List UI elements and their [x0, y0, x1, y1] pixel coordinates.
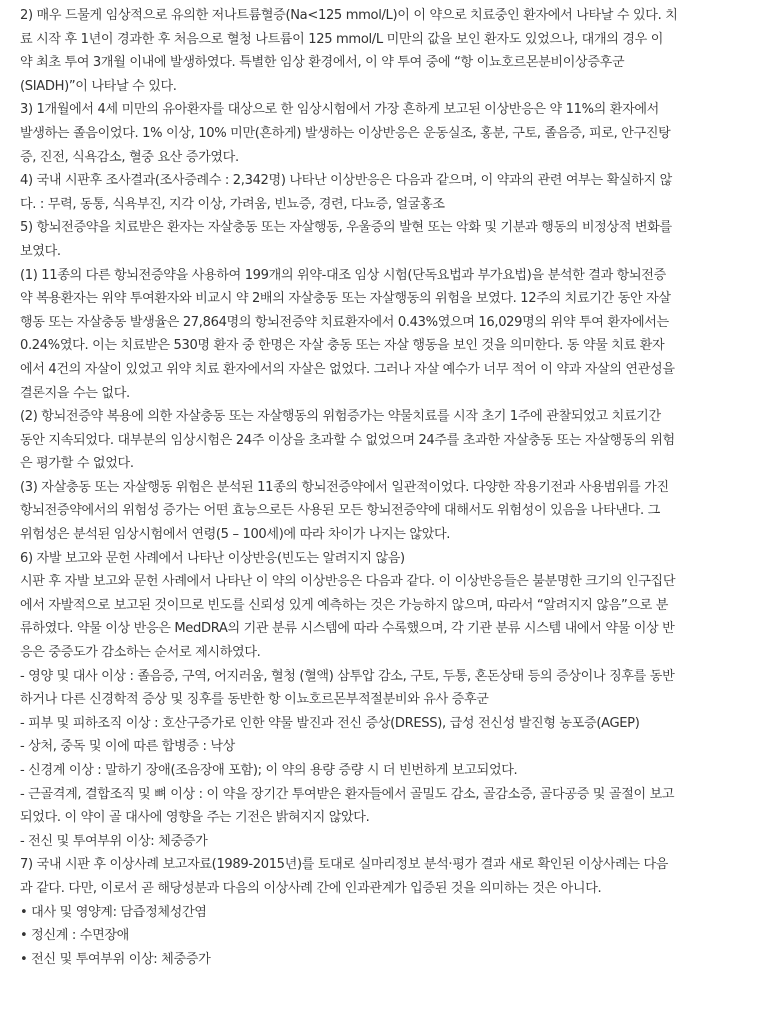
text-line: 다. : 무력, 동통, 식욕부진, 지각 이상, 가려움, 빈뇨증, 경련, 다뇨증, 얼굴홍조 — [20, 196, 445, 212]
text-line: 약 최초 투여 3개월 이내에 발생하였다. 특별한 임상 환경에서, 이 약 투여 중에 “항 이뇨호르몬분비이상증후군 — [20, 55, 625, 71]
text-line: - 근골격계, 결합조직 및 뼈 이상 : 이 약을 장기간 투여받은 환자들에서 골밀도 감소, 골감소증, 골다공증 및 골절이 보고 — [20, 786, 675, 802]
text-line: 2) 매우 드물게 임상적으로 유의한 저나트륨혈증(Na<125 mmol/L)이 이 약으로 치료중인 환자에서 나타날 수 있다. 치 — [20, 8, 678, 23]
text-line: 약 복용환자는 위약 투여환자와 비교시 약 2배의 자살충동 또는 자살행동의 위험을 보였다. 12주의 치료기간 동안 자살 — [20, 291, 671, 307]
text-line: 증, 진전, 식욕감소, 혈중 요산 증가였다. — [20, 149, 239, 165]
text-line: 항뇌전증약에서의 위험성 증가는 어떤 효능으로든 사용된 모든 항뇌전증약에 대해서도 위험성이 있음을 나타낸다. 그 — [20, 503, 660, 519]
text-line — [20, 971, 754, 995]
text-line: 발생하는 졸음이었다. 1% 이상, 10% 미만(흔하게) 발생하는 이상반응은 운동실조, 홍분, 구토, 졸음증, 피로, 안구진탕 — [20, 125, 671, 141]
text-line: 에서 4건의 자살이 있었고 위약 치료 환자에서의 자살은 없었다. 그러나 자살 예수가 너무 적어 이 약과 자살의 연관성을 — [20, 361, 675, 377]
text-line: (SIADH)”이 나타날 수 있다. — [20, 78, 177, 94]
text-line: • 정신계 : 수면장애 — [20, 928, 129, 944]
text-line: 하거나 다른 신경학적 증상 및 징후를 동반한 항 이뇨호르몬부적절분비와 유사 증후군 — [20, 692, 489, 708]
text-line: (3) 자살충동 또는 자살행동 위험은 분석된 11종의 항뇌전증약에서 일관적이었다. 다양한 작용기전과 사용범위를 가진 — [20, 479, 669, 495]
text-line: 6) 자발 보고와 문헌 사례에서 나타난 이상반응(빈도는 알려지지 않음) — [20, 550, 405, 566]
text-line: 결론지을 수는 없다. — [20, 385, 130, 401]
text-line: - 상처, 중독 및 이에 따른 합병증 : 낙상 — [20, 739, 235, 755]
text-line: - 전신 및 투여부위 이상: 체중증가 — [20, 833, 208, 849]
text-line: 료 시작 후 1년이 경과한 후 처음으로 혈청 나트륨이 125 mmol/L 미만의 값을 보인 환자도 있었으나, 대개의 경우 이 — [20, 31, 664, 47]
text-line: - 신경계 이상 : 말하기 장애(조음장애 포함); 이 약의 용량 증량 시 더 빈번하게 보고되었다. — [20, 763, 518, 778]
text-line: • 대사 및 영양계: 담즙정체성간염 — [20, 904, 207, 920]
text-line: 류하였다. 약물 이상 반응은 MedDRA의 기관 분류 시스템에 따라 수록했으며, 각 기관 분류 시스템 내에서 약물 이상 반 — [20, 621, 675, 637]
text-line: 은 평가할 수 없었다. — [20, 456, 134, 472]
text-line: 4) 국내 시판후 조사결과(조사증례수 : 2,342명) 나타난 이상반응은 다음과 같으며, 이 약과의 관련 여부는 확실하지 않 — [20, 173, 672, 189]
text-line: - 피부 및 피하조직 이상 : 호산구증가로 인한 약물 발진과 전신 증상(DRESS), 급성 전신성 발진형 농포증(AGEP) — [20, 715, 640, 731]
text-line: 시판 후 자발 보고와 문헌 사례에서 나타난 이 약의 이상반응은 다음과 같다. 이 이상반응들은 불분명한 크기의 인구집단 — [20, 574, 676, 590]
text-line: 7) 국내 시판 후 이상사례 보고자료(1989-2015년)를 토대로 실마리정보 분석·평가 결과 새로 확인된 이상사례는 다음 — [20, 857, 669, 873]
text-line: 동안 지속되었다. 대부분의 임상시험은 24주 이상을 초과할 수 없었으며 24주를 초과한 자살충동 또는 자살행동의 위험 — [20, 432, 675, 448]
text-line: 행동 또는 자살충동 발생율은 27,864명의 항뇌전증약 치료환자에서 0.43%였으며 16,029명의 위약 투여 환자에서는 — [20, 314, 669, 330]
text-line: 에서 자발적으로 보고된 것이므로 빈도를 신뢰성 있게 예측하는 것은 가능하지 않으며, 따라서 “알려지지 않음”으로 분 — [20, 597, 669, 613]
text-line: 되었다. 이 약이 골 대사에 영향을 주는 기전은 밝혀지지 않았다. — [20, 810, 370, 826]
text-line: 보였다. — [20, 243, 61, 259]
text-line: 과 같다. 다만, 이로서 곧 해당성분과 다음의 이상사례 간에 인과관계가 입증된 것을 의미하는 것은 아니다. — [20, 880, 602, 896]
text-line: (1) 11종의 다른 항뇌전증약을 사용하여 199개의 위약-대조 임상 시험(단독요법과 부가요법)을 분석한 결과 항뇌전증 — [20, 267, 666, 283]
text-line: 5) 항뇌전증약을 치료받은 환자는 자살충동 또는 자살행동, 우울증의 발현 또는 악화 및 기분과 행동의 비정상적 변화를 — [20, 220, 672, 236]
text-line — [20, 995, 754, 1019]
text-line: 3) 1개월에서 4세 미만의 유아환자를 대상으로 한 임상시험에서 가장 흔하게 보고된 이상반응은 약 11%의 환자에서 — [20, 102, 659, 118]
text-line: - 영양 및 대사 이상 : 졸음증, 구역, 어지러움, 혈청 (혈액) 삼투압 감소, 구토, 두통, 혼돈상태 등의 증상이나 징후를 동반 — [20, 668, 675, 684]
text-line: 위험성은 분석된 임상시험에서 연령(5 – 100세)에 따라 차이가 나지는 않았다. — [20, 527, 451, 543]
text-line: 0.24%였다. 이는 치료받은 530명 환자 중 한명은 자살 충동 또는 자살 행동을 보인 것을 의미한다. 동 약물 치료 환자 — [20, 338, 665, 354]
text-line: (2) 항뇌전증약 복용에 의한 자살충동 또는 자살행동의 위험증가는 약물치료를 시작 초기 1주에 관찰되었고 치료기간 — [20, 409, 661, 425]
text-line: • 전신 및 투여부위 이상: 체중증가 — [20, 951, 211, 967]
text-line: 응은 중증도가 감소하는 순서로 제시하였다. — [20, 645, 261, 661]
